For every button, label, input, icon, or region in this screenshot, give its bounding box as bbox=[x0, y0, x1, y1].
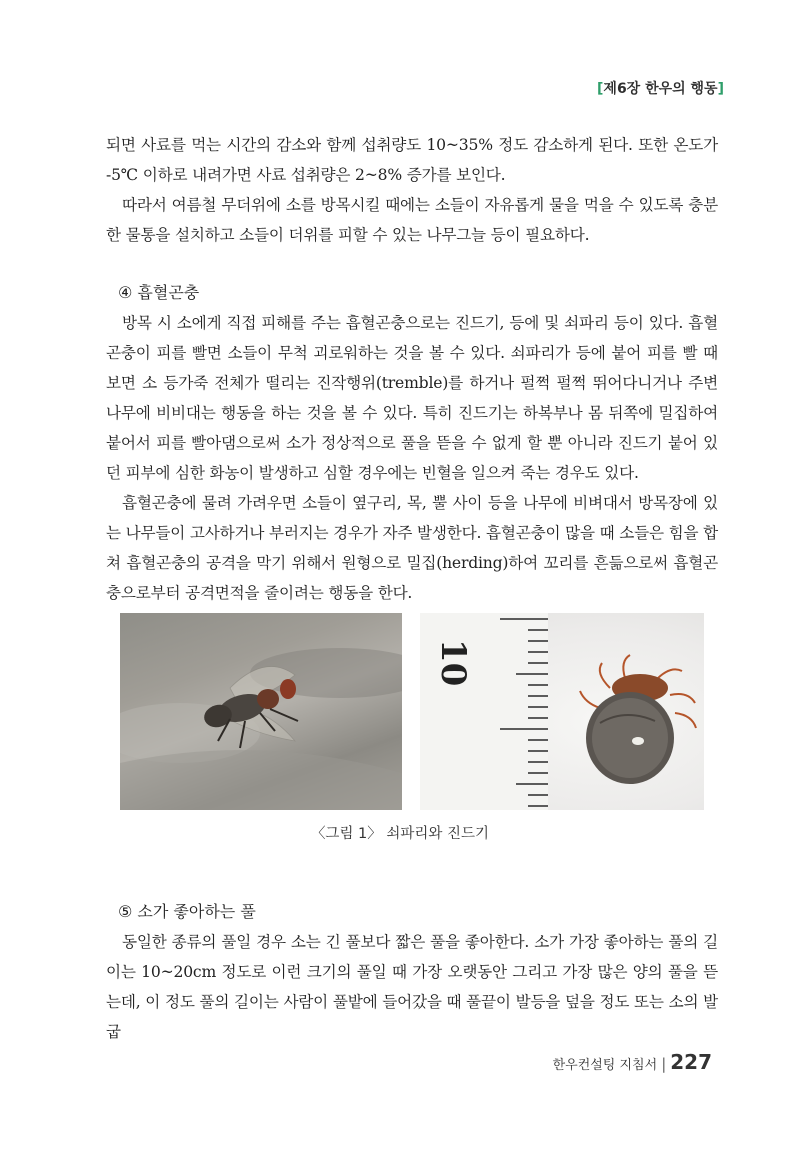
section-4-heading: ④ 흡혈곤충 bbox=[118, 283, 200, 302]
figure-caption: 〈그림 1〉 쇠파리와 진드기 bbox=[310, 826, 490, 842]
paragraph-summer-shade: 따라서 여름철 무더위에 소를 방목시킬 때에는 소들이 자유롭게 물을 먹을 수 있도록 충분한 물통을 설치하고 소들이 더위를 피할 수 있는 나무그늘 등이 필요하다. bbox=[106, 196, 718, 244]
footer-separator: | bbox=[661, 1055, 667, 1073]
fly-photo bbox=[120, 613, 402, 810]
section-4-paragraph-1: 방목 시 소에게 직접 피해를 주는 흡혈곤충으로는 진드기, 등에 및 쇠파리 등이 있다. 흡혈곤충이 피를 빨면 소들이 무척 괴로워하는 것을 볼 수 있다. 쇠파리가 등에 붙어 피를 빨 때 보면 소 등가죽 전체가 떨리는 진작행위(tremble)를 하거나 펄쩍 펄쩍 뛰어다니거나 주변 나무에 비비대는 행동을 하는 것을 볼 수 있다. 특히 진드기는 하복부나 몸 뒤쪽에 밀집하여 붙어서 피를 빨아댐으로써 소가 정상적으로 풀을 뜯을 수 없게 할 뿐 아니라 진드기 붙어 있던 피부에 심한 화농이 발생하고 심할 경우에는 빈혈을 일으켜 죽는 경우도 있다. bbox=[106, 314, 718, 482]
section-4-paragraph-2: 흡혈곤충에 물려 가려우면 소들이 옆구리, 목, 뿔 사이 등을 나무에 비벼대서 방목장에 있는 나무들이 고사하거나 부러지는 경우가 자주 발생한다. 흡혈곤충이 많을 때 소들은 힘을 합쳐 흡혈곤충의 공격을 막기 위해서 원형으로 밀집(herding)하여 꼬리를 흔듦으로써 흡혈곤충으로부터 공격면적을 줄이려는 행동을 한다. bbox=[106, 494, 718, 602]
tick-icon bbox=[580, 655, 696, 784]
main-content bbox=[106, 130, 718, 608]
paragraph-intake: 되면 사료를 먹는 시간의 감소와 함께 섭취량도 10~35% 정도 감소하게 된다. 또한 온도가 -5℃ 이하로 내려가면 사료 섭취량은 2~8% 증가를 보인다. bbox=[106, 136, 718, 184]
book-title: 한우컨설팅 지침서 bbox=[552, 1058, 658, 1073]
page-number: 227 bbox=[670, 1050, 712, 1074]
tick-with-ruler bbox=[420, 613, 704, 810]
section-5-paragraph-1: 동일한 종류의 풀일 경우 소는 긴 풀보다 짧은 풀을 좋아한다. 소가 가장 좋아하는 풀의 길이는 10~20cm 정도로 이런 크기의 풀일 때 가장 오랫동안 그리고 가장 많은 양의 풀을 뜯는데, 이 정도 풀의 길이는 사람이 풀밭에 들어갔을 때 풀끝이 발등을 덮을 정도 또는 소의 발굽 bbox=[106, 933, 718, 1041]
figure-photos bbox=[120, 613, 704, 810]
header-close-bracket: ] bbox=[717, 81, 724, 97]
tick-photo bbox=[420, 613, 704, 810]
ruler-label: 10 bbox=[433, 639, 473, 687]
fly-illustration bbox=[120, 613, 402, 810]
header-open-bracket: [ bbox=[597, 81, 604, 97]
section-5-heading: ⑤ 소가 좋아하는 풀 bbox=[118, 902, 256, 921]
page-footer bbox=[553, 1050, 712, 1074]
section-5 bbox=[106, 897, 718, 1047]
chapter-header bbox=[597, 78, 724, 98]
chapter-title: 제6장 한우의 행동 bbox=[603, 81, 718, 97]
